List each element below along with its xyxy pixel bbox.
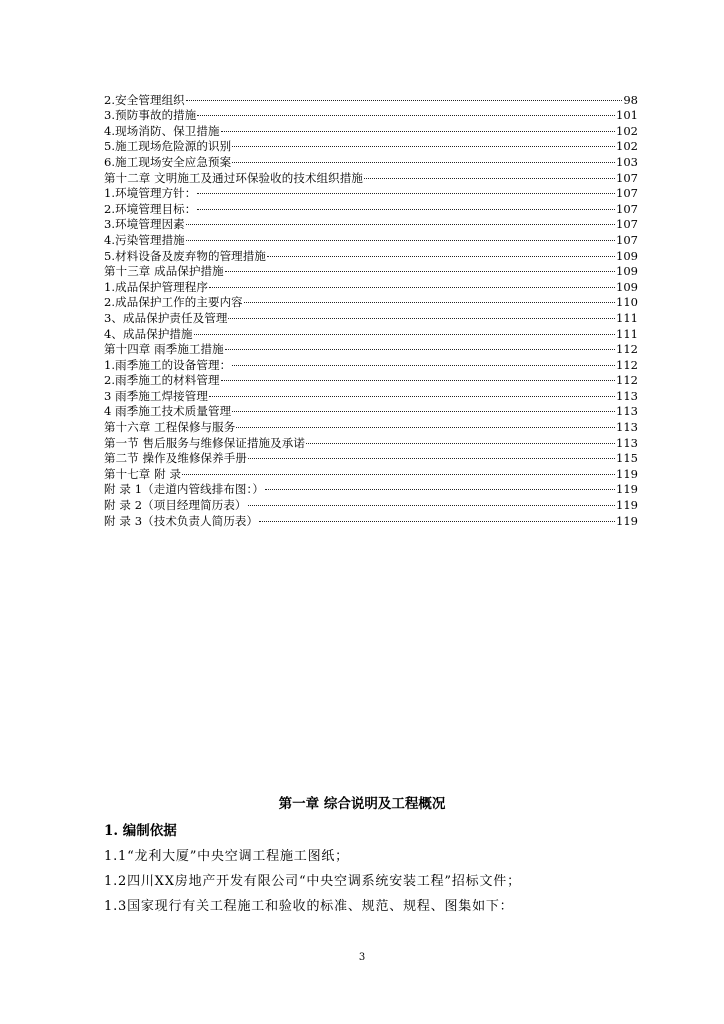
toc-entry-title: 附 录 2（项目经理简历表） [104, 498, 247, 513]
toc-entry-title: 5.施工现场危险源的识别 [104, 139, 232, 154]
toc-entry-title: 第十四章 雨季施工措施 [104, 342, 224, 357]
toc-entry-title: 5.材料设备及废弃物的管理措施 [104, 248, 266, 263]
toc-dot-leader [186, 213, 615, 229]
toc-entry-page: 119 [616, 482, 638, 497]
page-number: 3 [358, 952, 366, 963]
section-heading: 1. 编制依据 [104, 823, 177, 839]
toc-entry[interactable] [104, 478, 638, 497]
toc-dot-leader [232, 400, 615, 416]
toc-dot-leader [236, 415, 615, 431]
toc-dot-leader [194, 322, 615, 338]
toc-entry-title: 4 雨季施工技术质量管理 [104, 404, 232, 419]
toc-entry[interactable] [104, 462, 638, 481]
toc-dot-leader [197, 182, 615, 198]
toc-entry-page: 113 [616, 435, 638, 450]
toc-entry-page: 101 [616, 108, 638, 123]
toc-dot-leader [186, 228, 615, 244]
body-paragraph: 1.1“龙利大厦”中央空调工程施工图纸； [104, 849, 349, 864]
toc-entry-title: 3.预防事故的措施 [104, 108, 197, 123]
toc-entry-page: 111 [616, 326, 638, 341]
toc-dot-leader [244, 291, 615, 307]
toc-entry-page: 113 [616, 420, 638, 435]
toc-entry-title: 2.环境管理目标： [104, 201, 197, 216]
toc-entry-title: 附 录 3（技术负责人简历表） [104, 513, 259, 528]
toc-dot-leader [248, 493, 616, 509]
toc-dot-leader [265, 478, 615, 494]
toc-entry-page: 107 [616, 232, 638, 247]
toc-dot-leader [248, 447, 615, 463]
body-paragraph: 1.3国家现行有关工程施工和验收的标准、规范、规程、图集如下： [104, 899, 514, 914]
toc-entry-page: 107 [616, 217, 638, 232]
toc-entry-title: 3.环境管理因素 [104, 217, 185, 232]
toc-dot-leader [364, 166, 615, 182]
toc-entry-page: 115 [616, 451, 638, 466]
toc-entry-page: 98 [623, 92, 638, 107]
toc-entry-title: 第十三章 成品保护措施 [104, 264, 224, 279]
toc-entry-title: 第二节 操作及维修保养手册 [104, 451, 247, 466]
toc-dot-leader [232, 353, 615, 369]
toc-entry-title: 第十七章 附 录 [104, 466, 182, 481]
toc-dot-leader [197, 197, 615, 213]
toc-entry[interactable] [104, 88, 638, 107]
toc-entry-title: 2.成品保护工作的主要内容 [104, 295, 243, 310]
toc-dot-leader [228, 306, 615, 322]
toc-dot-leader [221, 119, 615, 135]
toc-entry-page: 112 [616, 342, 638, 357]
toc-entry-page: 102 [616, 123, 638, 138]
toc-entry-title: 第十二章 文明施工及通过环保验收的技术组织措施 [104, 170, 363, 185]
table-of-contents [104, 88, 638, 528]
toc-dot-leader [221, 369, 615, 385]
toc-dot-leader [209, 384, 615, 400]
toc-dot-leader [182, 462, 615, 478]
toc-dot-leader [197, 104, 615, 120]
toc-entry-page: 111 [616, 310, 638, 325]
toc-entry-title: 1.成品保护管理程序 [104, 279, 208, 294]
toc-dot-leader [306, 431, 615, 447]
toc-entry-page: 107 [616, 170, 638, 185]
chapter-title: 第一章 综合说明及工程概况 [278, 796, 446, 812]
toc-entry-title: 4、成品保护措施 [104, 326, 193, 341]
toc-entry-page: 119 [616, 466, 638, 481]
toc-entry-title: 4.现场消防、保卫措施 [104, 123, 220, 138]
toc-entry-title: 附 录 1（走道内管线排布图：） [104, 482, 264, 497]
toc-entry-title: 第一节 售后服务与维修保证措施及承诺 [104, 435, 305, 450]
toc-entry-page: 113 [616, 404, 638, 419]
toc-dot-leader [259, 509, 615, 525]
toc-entry-title: 1.雨季施工的设备管理： [104, 357, 232, 372]
toc-dot-leader [225, 260, 615, 276]
toc-entry-page: 112 [616, 357, 638, 372]
toc-entry-title: 2.雨季施工的材料管理 [104, 373, 220, 388]
toc-dot-leader [232, 135, 615, 151]
toc-entry-page: 110 [616, 295, 638, 310]
toc-entry-title: 4.污染管理措施 [104, 232, 185, 247]
toc-entry-page: 109 [616, 264, 638, 279]
toc-entry-page: 107 [616, 186, 638, 201]
toc-entry-page: 119 [616, 498, 638, 513]
toc-dot-leader [186, 88, 623, 104]
toc-dot-leader [267, 244, 615, 260]
toc-entry-page: 119 [616, 513, 638, 528]
toc-dot-leader [225, 338, 615, 354]
body-paragraph: 1.2四川XX房地产开发有限公司“中央空调系统安装工程”招标文件； [104, 874, 521, 889]
toc-entry-page: 112 [616, 373, 638, 388]
toc-entry-page: 109 [616, 279, 638, 294]
toc-entry-title: 3 雨季施工焊接管理 [104, 388, 208, 403]
toc-entry-page: 107 [616, 201, 638, 216]
toc-entry-page: 103 [616, 154, 638, 169]
toc-entry-page: 102 [616, 139, 638, 154]
toc-entry-title: 3、成品保护责任及管理 [104, 310, 228, 325]
toc-entry-title: 第十六章 工程保修与服务 [104, 420, 236, 435]
toc-entry-page: 113 [616, 388, 638, 403]
toc-entry-title: 1.环境管理方针： [104, 186, 197, 201]
toc-dot-leader [209, 275, 615, 291]
toc-dot-leader [232, 150, 615, 166]
toc-entry-page: 109 [616, 248, 638, 263]
toc-entry-title: 2.安全管理组织 [104, 92, 185, 107]
toc-entry-title: 6.施工现场安全应急预案 [104, 154, 232, 169]
